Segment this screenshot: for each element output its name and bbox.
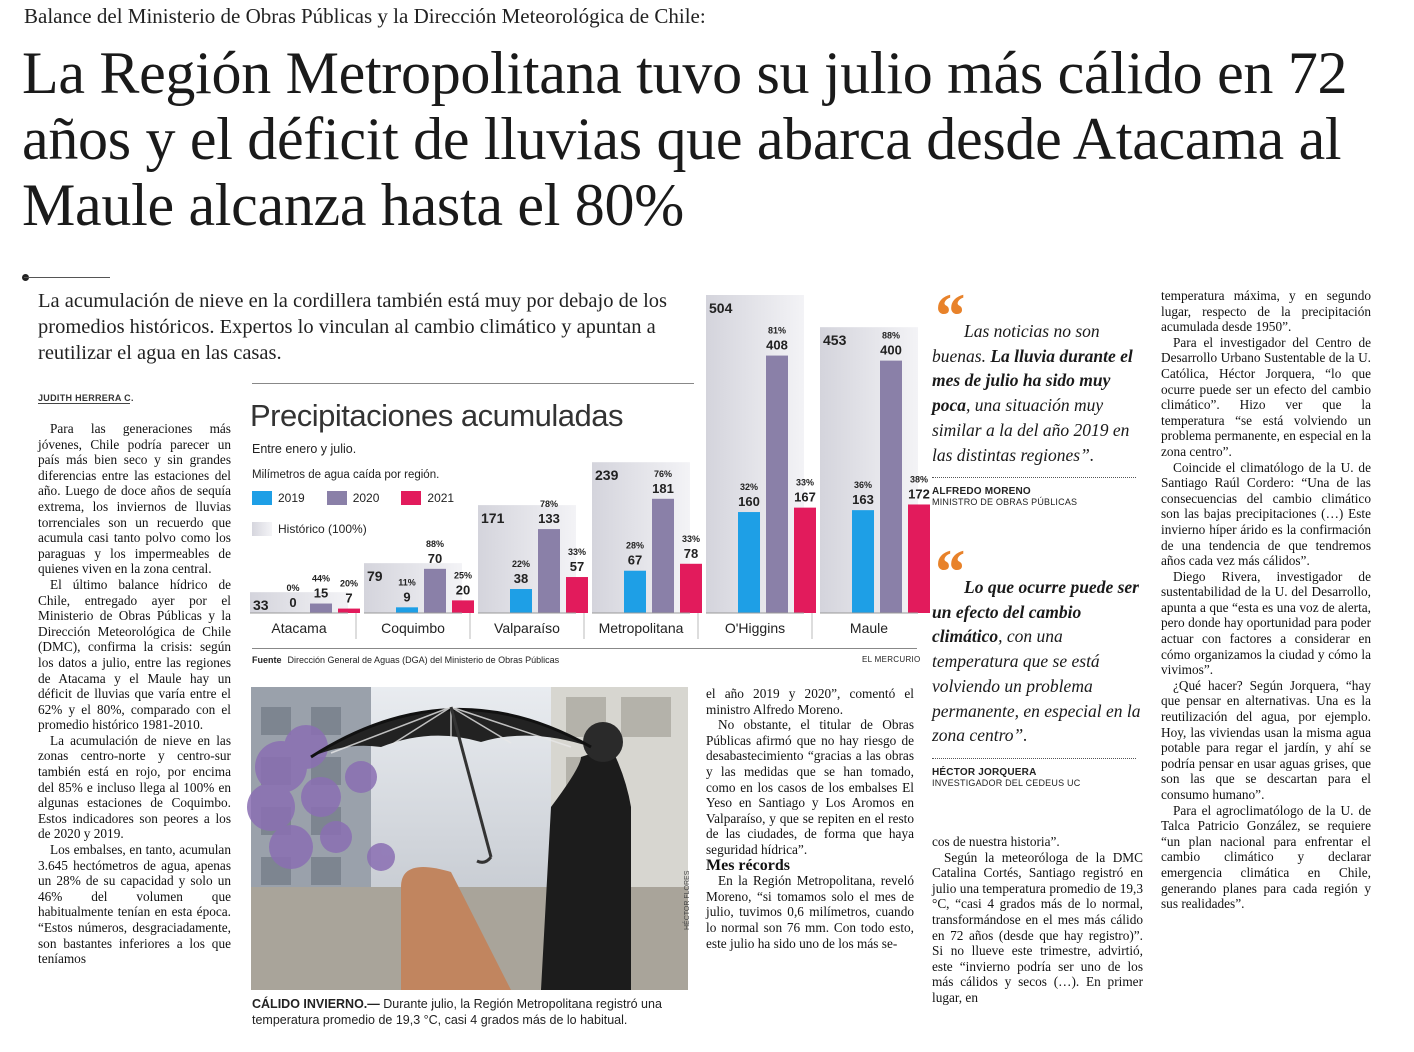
bar-value-label: 70 bbox=[427, 550, 443, 566]
historic-value-label: 453 bbox=[823, 332, 847, 349]
subhead: Mes récords bbox=[706, 856, 790, 874]
chart-legend-historic bbox=[252, 522, 367, 536]
historic-value-label: 504 bbox=[709, 300, 733, 316]
bar-value-label: 133 bbox=[538, 511, 560, 527]
legend-label-2021: 2021 bbox=[427, 491, 455, 505]
bar-2021 bbox=[452, 600, 474, 613]
paragraph: Según la meteoróloga de la DMC Catalina Cortés, Santiago registró en julio una temperatura promedio de 19,3 °C, “casi 4 grados más de lo normal, transformándose en el mes más cálido en 72 años (desde que hay registro)”. Si no llueve este trimestre, advirtió, este “invierno podría ser uno de los más cálidos y secos (…). En primer lugar, en bbox=[932, 849, 1143, 1005]
bar-2020 bbox=[538, 529, 560, 613]
chart-source bbox=[252, 655, 559, 665]
category-label: Metropolitana bbox=[598, 620, 684, 636]
bar-2019 bbox=[624, 571, 646, 613]
quote-text bbox=[932, 536, 1142, 748]
bar-value-label: 9 bbox=[403, 589, 411, 605]
paragraph: El último balance hídrico de Chile, entregado ayer por el Ministerio de Obras Públicas y la Dirección Meteorológica de Chile (DMC), confirma la crisis: según los datos a julio, entre las regiones de Atacama y el Maule hay un déficit de lluvias que varía entre el 62% y el 80%, comparado con el promedio histórico 1981-2010. bbox=[38, 576, 231, 733]
paragraph: Para las generaciones más jóvenes, Chile podría parecer un país más bien seco y sin grandes diferencias entre las estaciones del año. Luego de doce años de sequía extrema, los inviernos de lluvias torrenciales son un recuerdo que acumula casi tanto polvo como los paraguas y los impermeables de quienes viven en la zona central. bbox=[38, 421, 231, 577]
column-3 bbox=[932, 834, 1143, 1006]
byline-rule bbox=[38, 403, 130, 404]
quote-role: MINISTRO DE OBRAS PÚBLICAS bbox=[932, 497, 1078, 508]
paragraph: Los embalses, en tanto, acumulan 3.645 hectómetros de agua, apenas un 28% de su capacidad y solo un 46% del volumen que habitualmente tenían en esta época. “Estos números, desgraciadamente, son bastantes inferiores a los que teníamos bbox=[38, 842, 231, 967]
bar-value-label: 57 bbox=[569, 559, 585, 575]
quote-mark-icon: “ bbox=[932, 536, 964, 607]
chart-subtitle: Entre enero y julio. bbox=[252, 442, 357, 456]
bar-pct-label: 33% bbox=[681, 533, 701, 544]
paragraph: el año 2019 y 2020”, comentó el ministro Alfredo Moreno. bbox=[706, 686, 914, 717]
bar-pct-label: 20% bbox=[339, 578, 359, 589]
bar-pct-label: 22% bbox=[511, 559, 531, 570]
bar-value-label: 172 bbox=[908, 486, 930, 502]
paragraph: No obstante, el titular de Obras Públicas afirmó que no hay riesgo de desabastecimiento “gracias a las obras y las medidas que se han tomado, como en los casos de los embalses El Yeso en Santiago y Los Aromos en Valparaíso, y que se repiten en el resto de las ciudades, de forma que haya seguridad hídrica”. bbox=[706, 717, 914, 857]
bar-2021 bbox=[566, 577, 588, 613]
paragraph: temperatura máxima, y en segundo lugar, respecto de la precipitación acumulada desde 1950”. bbox=[1161, 288, 1371, 335]
photo bbox=[251, 687, 688, 990]
bar-pct-label: 38% bbox=[909, 474, 929, 485]
bar-2020 bbox=[880, 361, 902, 613]
bar-value-label: 20 bbox=[455, 582, 471, 598]
chart-title: Precipitaciones acumuladas bbox=[250, 398, 623, 433]
quote-tail: , una situación muy similar a la del año 2019 en las distintas regiones”. bbox=[932, 395, 1130, 465]
category-label: Atacama bbox=[271, 620, 327, 636]
bar-pct-label: 25% bbox=[453, 570, 473, 581]
quote-divider bbox=[932, 758, 1136, 759]
legend-swatch-2021 bbox=[401, 491, 421, 505]
bajada: La acumulación de nieve en la cordillera también está muy por debajo de los promedios históricos. Expertos lo vinculan al cambio climático y apuntan a reutilizar el agua en las casas. bbox=[38, 290, 667, 364]
pull-quote-1 bbox=[932, 280, 1142, 508]
bar-pct-label: 11% bbox=[398, 577, 416, 588]
quote-role: INVESTIGADOR DEL CEDEUS UC bbox=[932, 777, 1081, 788]
source-text: Dirección General de Aguas (DGA) del Ministerio de Obras Públicas bbox=[287, 655, 560, 665]
photo-illustration bbox=[251, 687, 688, 990]
bar-pct-label: 33% bbox=[567, 547, 587, 558]
bar-pct-label: 76% bbox=[653, 468, 673, 479]
bar-2020 bbox=[424, 569, 446, 613]
paragraph: cos de nuestra historia”. bbox=[932, 834, 1060, 849]
paragraph: Coincide el climatólogo de la U. de Santiago Raúl Cordero: “Una de las consecuencias del cambio climático son las bajas precipitaciones (…) Este invierno híper árido es la confirmación de una tendencia de que tendremos años cada vez más cálidos”. bbox=[1161, 459, 1371, 569]
bar-2020 bbox=[766, 356, 788, 613]
paragraph: ¿Qué hacer? Según Jorquera, “hay que pensar en alternativas. Una es la reutilización del agua, por ejemplo. Hoy, las viviendas usan la misma agua potable para regar el jardín, y ahí se podría pensar en usar aguas grises, que son las que se descartan para el consumo humano”. bbox=[1161, 677, 1371, 802]
headline: La Región Metropolitana tuvo su julio más cálido en 72 años y el déficit de lluvias que abarca desde Atacama al Maule alcanza hasta el 80% bbox=[22, 40, 1348, 238]
bar-pct-label: 81% bbox=[767, 325, 787, 336]
bar-2019 bbox=[738, 512, 760, 613]
historic-value-label: 79 bbox=[367, 568, 383, 585]
category-label: Coquimbo bbox=[381, 620, 445, 636]
bar-pct-label: 44% bbox=[311, 573, 331, 584]
bar-2021 bbox=[794, 508, 816, 613]
bar-2019 bbox=[510, 589, 532, 613]
chart-legend bbox=[252, 491, 454, 505]
chart-unit: Milímetros de agua caída por región. bbox=[252, 469, 440, 481]
bar-2021 bbox=[338, 609, 360, 613]
bar-2021 bbox=[908, 504, 930, 613]
bar-value-label: 408 bbox=[766, 337, 788, 353]
quote-bold: La lluvia durante el mes de julio ha sido muy poca bbox=[932, 345, 1133, 416]
category-label: O'Higgins bbox=[724, 620, 786, 636]
bar-pct-label: 33% bbox=[795, 477, 815, 488]
category-label: Maule bbox=[849, 620, 889, 636]
bar-value-label: 7 bbox=[345, 590, 353, 606]
quote-tail: , con una temperatura que se está volviendo un problema permanente, en especial en la zona centro”. bbox=[932, 626, 1141, 746]
paragraph: En la Región Metropolitana, reveló Moreno, “si tomamos solo el mes de julio, tuvimos 0,6 milímetros, cuando lo normal son 76 mm. Con todo esto, este julio ha sido uno de los más se- bbox=[706, 873, 914, 951]
quote-divider bbox=[932, 477, 1136, 478]
bullet-rule bbox=[24, 277, 110, 278]
photo-credit: HÉCTOR FLORES bbox=[684, 870, 691, 930]
bar-value-label: 0 bbox=[289, 595, 297, 610]
historic-value-label: 171 bbox=[481, 510, 505, 527]
caption-text: Durante julio, la Región Metropolitana registró una temperatura promedio de 19,3 °C, casi 4 grados más de lo habitual. bbox=[252, 997, 662, 1027]
paragraph: La acumulación de nieve en las zonas centro-norte y centro-sur también está en rojo, por encima del 85% e incluso llega al 100% en algunas estaciones de Coquimbo. Estos indicadores son peores a los de 2020 y 2019. bbox=[38, 732, 231, 842]
quote-author: ALFREDO MORENO bbox=[932, 486, 1031, 498]
chart-bottom-rule bbox=[252, 648, 917, 649]
bar-pct-label: 32% bbox=[739, 482, 759, 493]
source-label: Fuente bbox=[252, 655, 282, 665]
bar-value-label: 400 bbox=[880, 342, 902, 358]
bar-value-label: 15 bbox=[313, 585, 329, 601]
paragraph: Para el investigador del Centro de Desarrollo Urbano Sustentable de la U. Católica, Héctor Jorquera, “lo que ocurre puede ser un efecto del cambio climático”. Hizo ver que la temperatura “se está volviendo un problema permanente, en especial en la zona centro”. bbox=[1161, 334, 1371, 459]
photo-caption bbox=[252, 996, 692, 1028]
column-2 bbox=[706, 686, 914, 951]
quote-bold: Lo que ocurre puede ser un efecto del cambio climático bbox=[932, 577, 1139, 647]
bar-value-label: 167 bbox=[794, 489, 816, 505]
bar-2021 bbox=[680, 564, 702, 613]
bar-value-label: 160 bbox=[738, 494, 760, 510]
pull-quote-2 bbox=[932, 536, 1142, 788]
column-1 bbox=[38, 421, 231, 967]
bar-2020 bbox=[652, 499, 674, 613]
bar-pct-label: 88% bbox=[881, 330, 901, 341]
chart-brand: EL MERCURIO bbox=[862, 655, 921, 664]
quote-plain: Las noticias no son buenas. bbox=[932, 321, 1100, 366]
bar-2019 bbox=[396, 607, 418, 613]
legend-label-historic: Histórico (100%) bbox=[278, 522, 367, 536]
legend-swatch-2019 bbox=[252, 491, 272, 505]
kicker: Balance del Ministerio de Obras Públicas y la Dirección Meteorológica de Chile: bbox=[24, 4, 706, 28]
historic-value-label: 239 bbox=[595, 467, 619, 484]
precipitation-chart bbox=[248, 290, 930, 646]
byline: JUDITH HERRERA C. bbox=[38, 393, 134, 403]
paragraph: Para el agroclimatólogo de la U. de Talca Patricio González, se requiere “un plan nacional para enfrentar el cambio climático y declarar emergencia climática en Chile, generando planes para cada región y sus realidades”. bbox=[1161, 802, 1371, 912]
bar-2020 bbox=[310, 604, 332, 613]
legend-swatch-2020 bbox=[327, 491, 347, 505]
bar-value-label: 67 bbox=[627, 552, 643, 568]
paragraph: Diego Rivera, investigador de sustentabilidad de la U. del Desarrollo, apunta a que “esta es una voz de alerta, pero donde hay oportunidad para poder actuar con factores a considerar en cómo organizamos la ciudad y cómo la vivimos”. bbox=[1161, 568, 1371, 678]
legend-label-2020: 2020 bbox=[352, 491, 380, 505]
bar-pct-label: 28% bbox=[625, 540, 645, 551]
legend-label-2019: 2019 bbox=[278, 491, 305, 505]
historic-value-label: 33 bbox=[253, 597, 269, 614]
legend-swatch-historic bbox=[252, 522, 272, 536]
bar-2019 bbox=[852, 510, 874, 613]
bar-pct-label: 78% bbox=[539, 499, 559, 510]
quote-author: HÉCTOR JORQUERA bbox=[932, 766, 1037, 778]
bar-value-label: 163 bbox=[852, 492, 874, 508]
bar-pct-label: 88% bbox=[425, 538, 445, 549]
bar-pct-label: 36% bbox=[853, 480, 873, 491]
quote-text bbox=[932, 280, 1142, 467]
column-4 bbox=[1161, 288, 1371, 912]
bar-value-label: 38 bbox=[513, 571, 529, 587]
category-label: Valparaíso bbox=[494, 620, 560, 636]
caption-lead: CÁLIDO INVIERNO.— bbox=[252, 997, 380, 1011]
quote-mark-icon: “ bbox=[932, 280, 964, 351]
bar-value-label: 78 bbox=[683, 545, 699, 561]
bar-pct-label: 0% bbox=[286, 583, 300, 593]
bar-value-label: 181 bbox=[652, 480, 674, 496]
